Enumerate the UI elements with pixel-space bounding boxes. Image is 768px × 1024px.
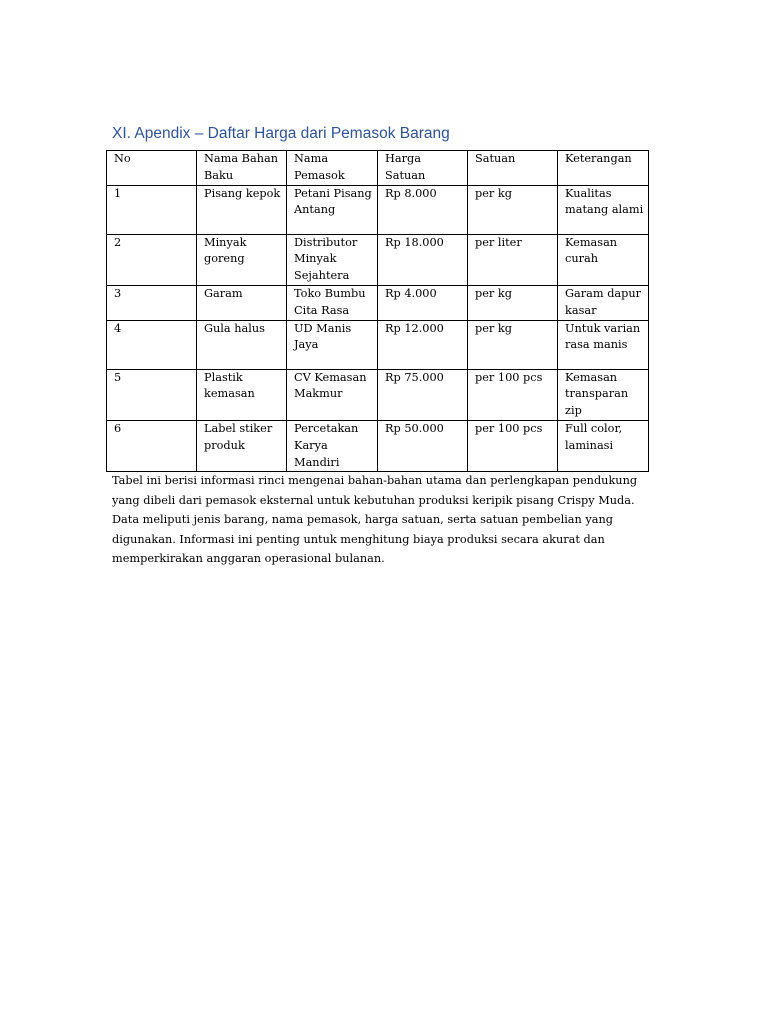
header-cell-no: No	[107, 151, 197, 186]
table-row	[107, 369, 649, 420]
cell-keterangan: Kemasan transparan zip	[558, 369, 649, 420]
header-cell-nama-bahan-baku: Nama Bahan Baku	[197, 151, 287, 186]
table-row	[107, 420, 649, 471]
cell-nama-pemasok: Petani Pisang Antang	[287, 185, 378, 234]
section-heading: XI. Apendix – Daftar Harga dari Pemasok Barang	[112, 125, 450, 142]
header-cell-nama-pemasok: Nama Pemasok	[287, 151, 378, 186]
cell-keterangan: Full color, laminasi	[558, 420, 649, 471]
paragraph-line: yang dibeli dari pemasok eksternal untuk kebutuhan produksi keripik pisang Crispy Muda.	[112, 493, 635, 507]
cell-harga-satuan: Rp 75.000	[378, 369, 468, 420]
cell-no: 2	[107, 234, 197, 285]
paragraph-line: digunakan. Informasi ini penting untuk menghitung biaya produksi secara akurat dan	[112, 532, 605, 546]
table-row	[107, 320, 649, 369]
cell-satuan: per liter	[468, 234, 558, 285]
cell-satuan: per 100 pcs	[468, 420, 558, 471]
cell-satuan: per kg	[468, 285, 558, 320]
cell-nama-bahan-baku: Minyak goreng	[197, 234, 287, 285]
cell-no: 6	[107, 420, 197, 471]
cell-satuan: per kg	[468, 185, 558, 234]
cell-keterangan: Garam dapur kasar	[558, 285, 649, 320]
cell-nama-pemasok: UD Manis Jaya	[287, 320, 378, 369]
header-cell-satuan: Satuan	[468, 151, 558, 186]
cell-harga-satuan: Rp 50.000	[378, 420, 468, 471]
table-row	[107, 285, 649, 320]
cell-nama-bahan-baku: Garam	[197, 285, 287, 320]
table-header-row	[107, 151, 649, 186]
cell-nama-bahan-baku: Pisang kepok	[197, 185, 287, 234]
cell-satuan: per kg	[468, 320, 558, 369]
cell-keterangan: Kualitas matang alami	[558, 185, 649, 234]
table-description-paragraph	[112, 471, 660, 569]
cell-satuan: per 100 pcs	[468, 369, 558, 420]
cell-nama-pemasok: Percetakan Karya Mandiri	[287, 420, 378, 471]
supplier-price-table	[106, 150, 649, 472]
header-cell-harga-satuan: Harga Satuan	[378, 151, 468, 186]
cell-keterangan: Kemasan curah	[558, 234, 649, 285]
cell-no: 5	[107, 369, 197, 420]
cell-no: 4	[107, 320, 197, 369]
cell-harga-satuan: Rp 12.000	[378, 320, 468, 369]
cell-nama-pemasok: Distributor Minyak Sejahtera	[287, 234, 378, 285]
table-row	[107, 185, 649, 234]
cell-nama-pemasok: Toko Bumbu Cita Rasa	[287, 285, 378, 320]
paragraph-line: memperkirakan anggaran operasional bulanan.	[112, 552, 385, 566]
cell-nama-pemasok: CV Kemasan Makmur	[287, 369, 378, 420]
paragraph-line: Data meliputi jenis barang, nama pemasok, harga satuan, serta satuan pembelian yang	[112, 513, 614, 527]
cell-harga-satuan: Rp 4.000	[378, 285, 468, 320]
table-row	[107, 234, 649, 285]
header-cell-keterangan: Keterangan	[558, 151, 649, 186]
cell-no: 3	[107, 285, 197, 320]
cell-no: 1	[107, 185, 197, 234]
cell-harga-satuan: Rp 8.000	[378, 185, 468, 234]
cell-nama-bahan-baku: Plastik kemasan	[197, 369, 287, 420]
paragraph-line: Tabel ini berisi informasi rinci mengenai bahan-bahan utama dan perlengkapan pendukung	[112, 474, 638, 487]
cell-keterangan: Untuk varian rasa manis	[558, 320, 649, 369]
cell-nama-bahan-baku: Label stiker produk	[197, 420, 287, 471]
cell-harga-satuan: Rp 18.000	[378, 234, 468, 285]
cell-nama-bahan-baku: Gula halus	[197, 320, 287, 369]
